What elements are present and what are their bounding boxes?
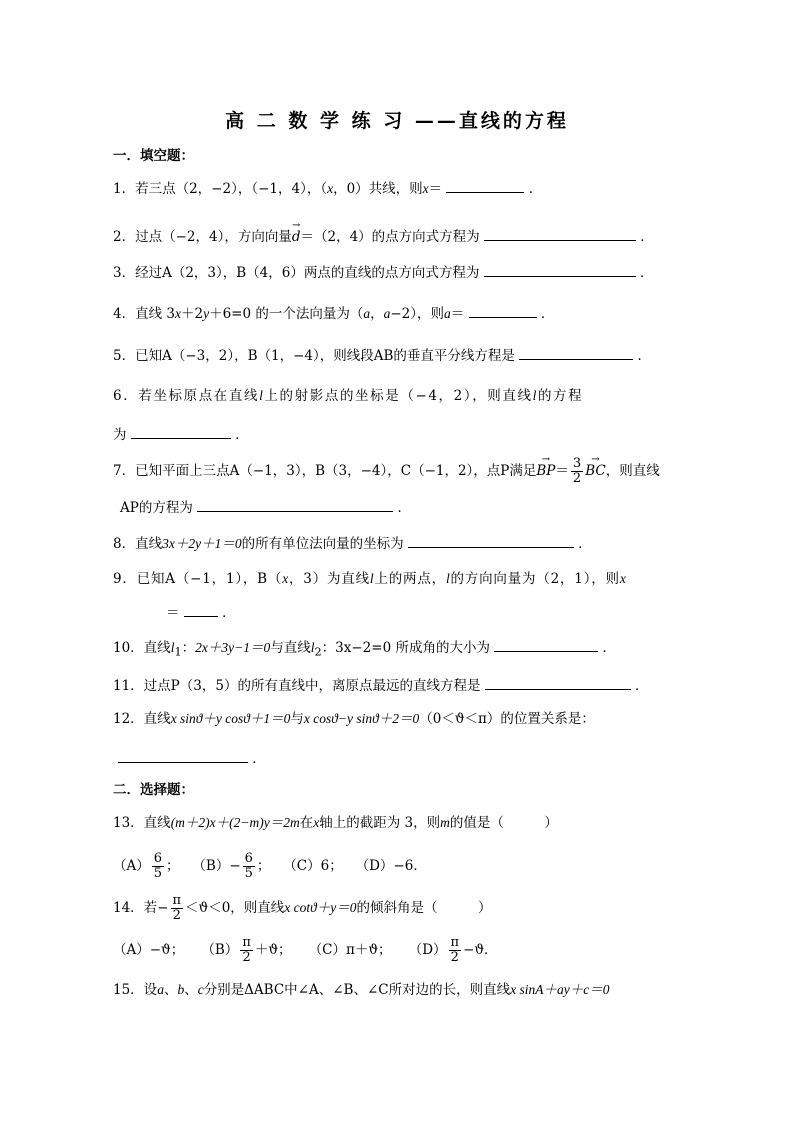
answer-blank[interactable] xyxy=(494,637,598,652)
answer-blank[interactable] xyxy=(484,262,636,277)
option-a[interactable]: （A）−ϑ； xyxy=(113,942,185,958)
fraction: $\frac{3}{2}$ xyxy=(572,456,582,486)
option-c[interactable]: （C）6； xyxy=(283,858,343,874)
question-5: 5．已知A（−3，2），B（1，−4），则线段AB的垂直平分线方程是 ． xyxy=(113,345,651,366)
question-8: 8．直线3x＋2y＋1＝0的所有单位法向量的坐标为 ． xyxy=(113,533,592,554)
question-6-continued: 为 ． xyxy=(113,424,249,445)
question-7-continued: AP的方程为 ． xyxy=(120,497,411,518)
vector-bp: → BP xyxy=(536,456,555,486)
question-14-options xyxy=(113,930,498,970)
option-b[interactable]: （B） $\frac{\pi}{2}$ ＋ϑ； xyxy=(201,935,292,965)
question-11: 11．过点P（3，5）的所有直线中，离原点最远的直线方程是 ． xyxy=(113,675,649,696)
answer-blank[interactable] xyxy=(184,602,218,617)
answer-blank[interactable] xyxy=(118,748,248,763)
question-12: 12．直线x sinϑ＋y cosϑ＋1＝0与x cosϑ−y sinϑ＋2＝0（0＜ϑ＜π）的位置关系是： xyxy=(113,711,595,727)
answer-blank[interactable] xyxy=(408,533,574,548)
option-d[interactable]: （D）−6． xyxy=(355,858,427,874)
answer-blank[interactable] xyxy=(446,178,524,193)
vector-bc: → BC xyxy=(585,456,606,486)
answer-blank[interactable] xyxy=(485,675,631,690)
answer-blank[interactable] xyxy=(484,226,636,241)
question-13: 13．直线(m＋2)x＋(2−m)y＝2m在x轴上的截距为 3，则m的值是（ ） xyxy=(113,815,558,831)
page-title: 高 二 数 学 练 习 ——直线的方程 xyxy=(225,110,569,132)
question-12-continued: ． xyxy=(118,748,266,769)
question-14: 14．若− $\frac{\pi}{2}$ ＜ϑ＜0，则直线x cotϑ＋y＝0的倾斜角是（ ） xyxy=(113,893,492,923)
answer-blank[interactable] xyxy=(197,497,393,512)
question-2: 2．过点（−2，4），方向向量→ d＝（2，4）的点方向式方程为 ． xyxy=(113,226,654,247)
option-d[interactable]: （D） $\frac{\pi}{2}$ −ϑ． xyxy=(408,935,498,965)
question-6: 6．若坐标原点在直线l上的射影点的坐标是（−4，2），则直线l的方程 xyxy=(113,388,584,404)
question-13-options xyxy=(113,846,427,886)
question-4: 4．直线 3x＋2y＋6=0 的一个法向量为（a，a−2），则a＝ ． xyxy=(113,303,554,324)
question-10: 10．直线$l_1$：2x＋3y−1＝0与直线$l_2$：3x−2=0 所成角的大小为 ． xyxy=(113,637,616,663)
option-b[interactable]: （B）− $\frac{6}{5}$ ； xyxy=(192,851,271,881)
option-a[interactable]: （A） $\frac{6}{5}$ ； xyxy=(113,851,180,881)
section-multiple-choice: 二．选择题： xyxy=(113,782,194,798)
question-1: 1．若三点（2，−2），（−1，4），（x，0）共线，则x＝ ． xyxy=(113,178,542,199)
question-3: 3．经过A（2，3），B（4，6）两点的直线的点方向式方程为 ． xyxy=(113,262,653,283)
question-15: 15．设a、b、c分别是ΔABC中∠A、∠B、∠C所对边的长，则直线x sinA＋ay＋c＝0 xyxy=(113,982,610,998)
answer-blank[interactable] xyxy=(131,424,231,439)
answer-blank[interactable] xyxy=(519,345,633,360)
vector-d: → d xyxy=(292,227,301,247)
section-fill-in: 一．填空题： xyxy=(113,148,194,164)
option-c[interactable]: （C）π＋ϑ； xyxy=(308,942,392,958)
question-7: 7．已知平面上三点A（−1，3），B（3，−4），C（−1，2），点P满足→ BP＝ $\frac{3}{2}$ → BC，则直线 xyxy=(113,456,660,486)
question-9: 9．已知A（−1，1），B（x，3）为直线l上的两点，l的方向向量为（2，1），则x xyxy=(113,571,627,587)
answer-blank[interactable] xyxy=(469,303,537,318)
question-9-continued: ＝ ． xyxy=(166,602,236,623)
